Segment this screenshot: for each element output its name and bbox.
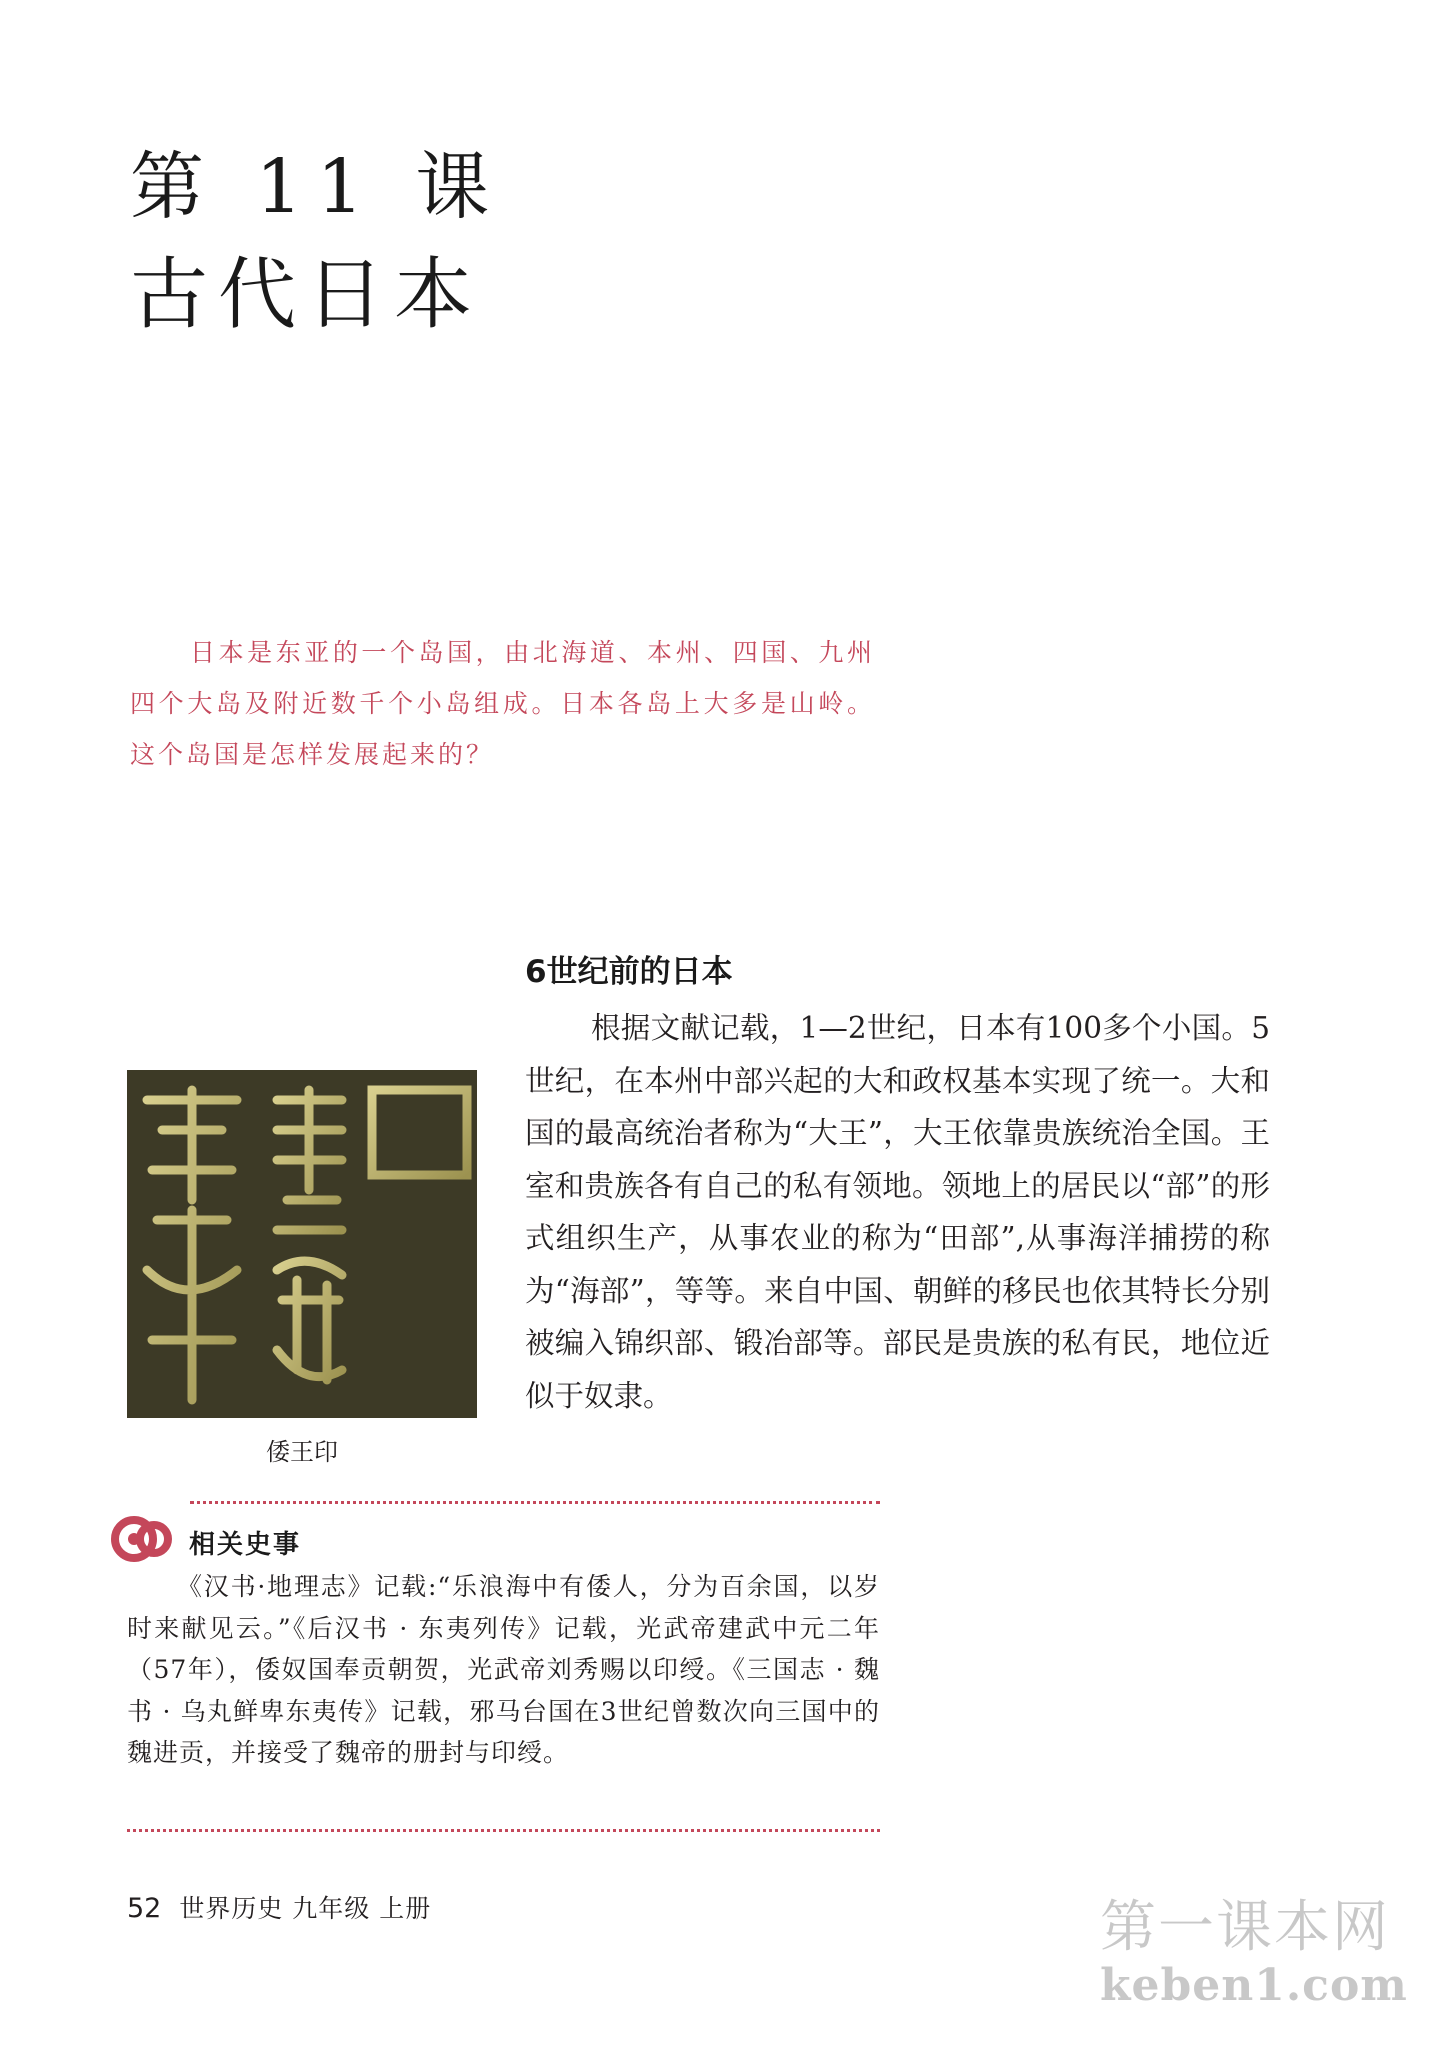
watermark-cn: 第一课本网 — [1100, 1895, 1390, 1960]
page-footer — [127, 1889, 431, 1925]
lesson-title: 古代日本 — [130, 250, 483, 340]
section-heading: 6世纪前的日本 — [525, 954, 733, 990]
book-title: 世界历史 九年级 上册 — [179, 1894, 432, 1923]
watermark-en: keben1.com — [1100, 1960, 1408, 2011]
related-events-icon — [110, 1505, 178, 1573]
intro-paragraph: 日本是东亚的一个岛国，由北海道、本州、四国、九州四个大岛及附近数千个小岛组成。日本各岛上大多是山岭。这个岛国是怎样发展起来的？ — [130, 638, 875, 769]
seal-photo — [127, 1070, 477, 1418]
section-body: 根据文献记载，1—2世纪，日本有100多个小国。5世纪，在本州中部兴起的大和政权基本实现了统一。大和国的最高统治者称为“大王”，大王依靠贵族统治全国。王室和贵族各有自己的私有领地。领地上的居民以“部”的形式组织生产，从事农业的称为“田部”,从事海洋捕捞的称为“海部”，等等。来自中国、朝鲜的移民也依其特长分别被编入锦织部、锻冶部等。部民是贵族的私有民，地位近似于奴隶。 — [525, 1011, 1270, 1413]
page-number: 52 — [127, 1893, 162, 1924]
related-text: 《汉书·地理志》记载:“乐浪海中有倭人，分为百余国，以岁时来献见云。”《后汉书 · 东夷列传》记载，光武帝建武中元二年（57年），倭奴国奉贡朝贺，光武帝刘秀赐以印绶。《三国志 · 魏书 · 乌丸鲜卑东夷传》记载，邪马台国在3世纪曾数次向三国中的魏进贡，并接受了魏帝的册封与印绶。 — [127, 1572, 880, 1767]
wa-king-seal-image — [127, 1070, 477, 1418]
watermark — [1100, 1895, 1408, 2011]
related-heading: 相关史事 — [189, 1530, 302, 1560]
figure-caption: 倭王印 — [266, 1438, 338, 1466]
lesson-number: 第 11 课 — [130, 144, 504, 230]
related-bottom-divider — [127, 1829, 880, 1832]
related-top-divider — [190, 1501, 880, 1504]
